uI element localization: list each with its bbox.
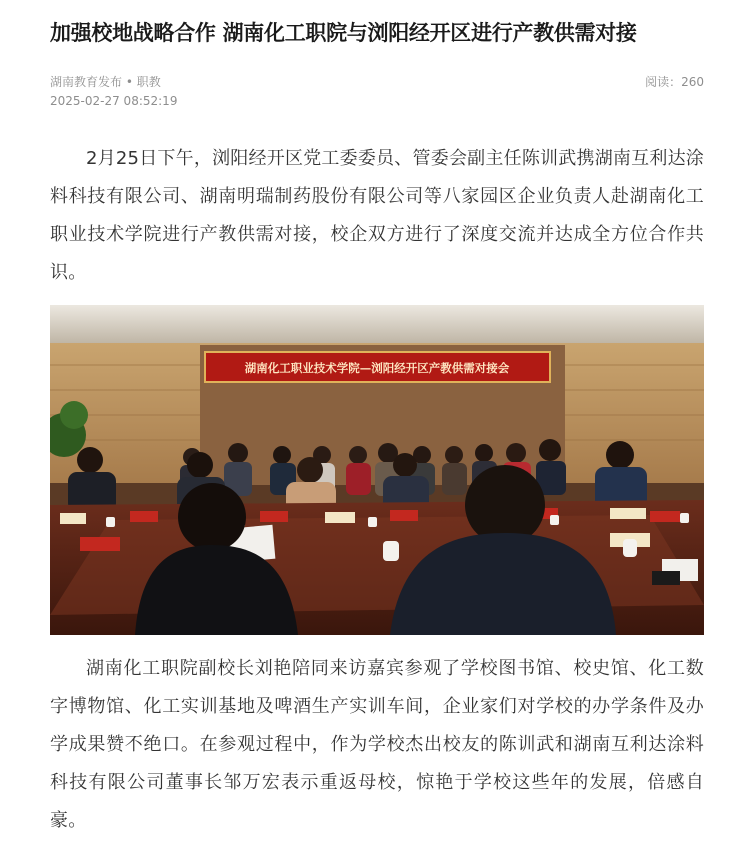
read-count: 阅读：260: [645, 75, 704, 89]
meeting-photo: [50, 305, 704, 635]
ceiling: [50, 305, 704, 345]
publish-datetime: 2025-02-27 08:52:19: [50, 94, 178, 108]
event-banner-text: 湖南化工职业技术学院—浏阳经开区产教供需对接会: [244, 361, 510, 375]
paragraph-2: 湖南化工职院副校长刘艳陪同来访嘉宾参观了学校图书馆、校史馆、化工数字博物馆、化工实训基地及啤酒生产实训车间，企业家们对学校的办学条件及办学成果赞不绝口。在参观过程中，作为学校杰出校友的陈训武和湖南互利达涂料科技有限公司董事长邹万宏表示重返母校，惊艳于学校这些年的发展，倍感自豪。: [50, 658, 704, 831]
phone: [652, 571, 680, 585]
article-source[interactable]: 湖南教育发布 • 职教: [50, 75, 161, 89]
paragraph-1: 2月25日下午，浏阳经开区党工委委员、管委会副主任陈训武携湖南互利达涂料科技有限公司、湖南明瑞制药股份有限公司等八家园区企业负责人赴湖南化工职业技术学院进行产教供需对接，校企双方进行了深度交流并达成全方位合作共识。: [50, 148, 704, 283]
meeting-photo-graphic: [50, 305, 704, 635]
article-title: 加强校地战略合作 湖南化工职院与浏阳经开区进行产教供需对接: [50, 21, 637, 45]
